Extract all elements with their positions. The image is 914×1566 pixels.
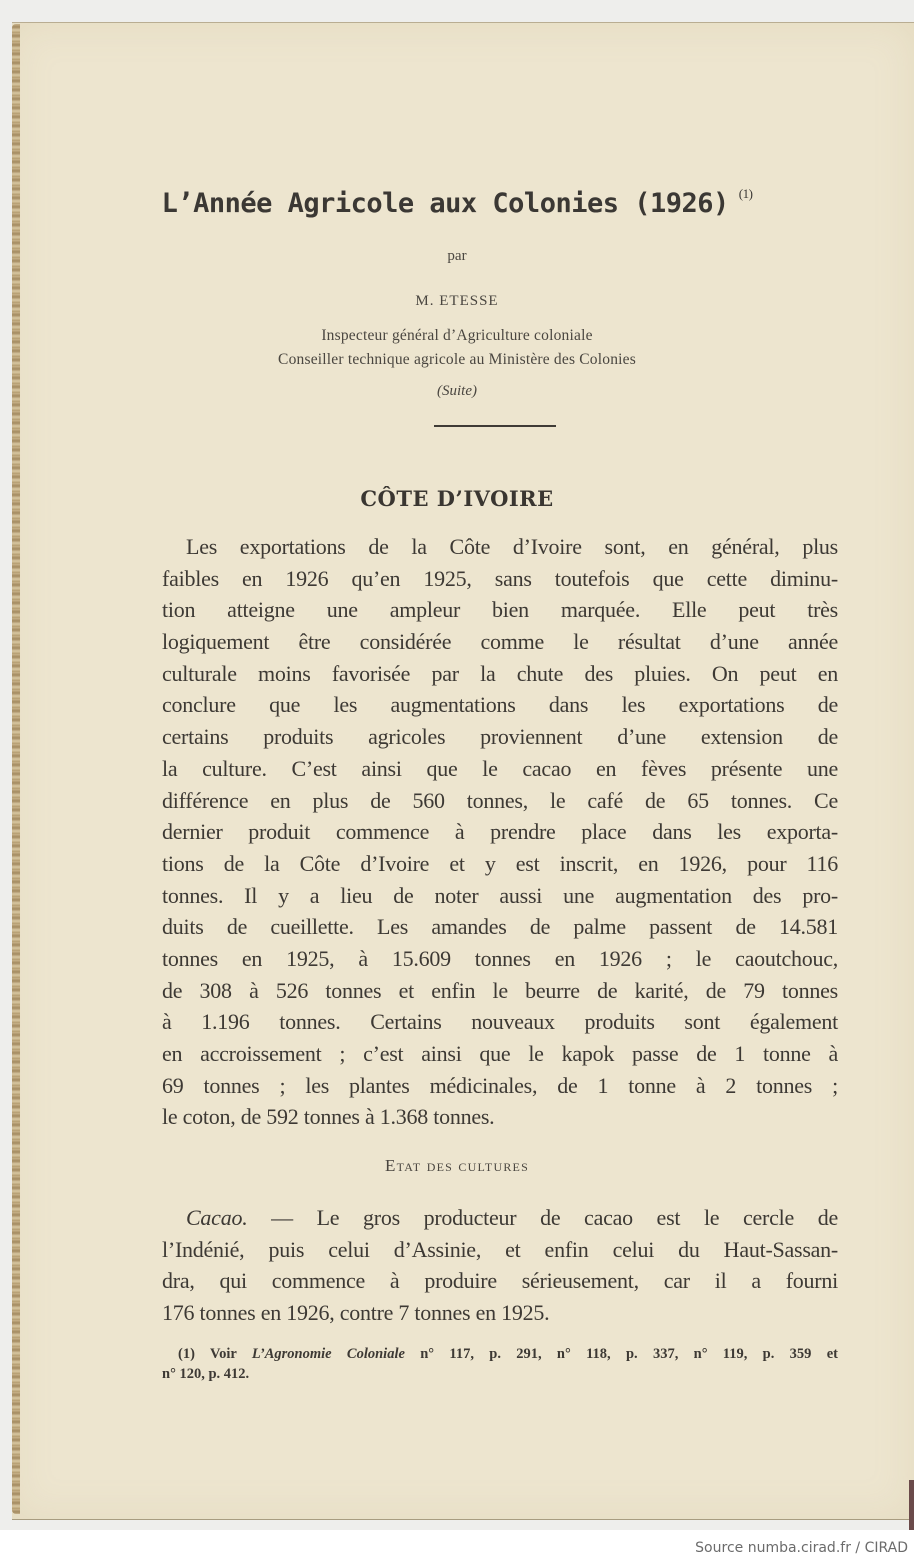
byline-par: par [447,248,467,264]
footnote-refs: n° 117, p. 291, n° 118, p. 337, n° 119, p. 359 et [404,1346,838,1362]
author-name: M. ETESSE [415,293,499,309]
text-line: de 308 à 526 tonnes et enfin le beurre de karité, de 79 tonnes [162,977,838,1003]
divider-rule [434,425,556,427]
text-line: conclure que les augmentations dans les exportations de [162,692,838,718]
text-line: tonnes. Il y a lieu de noter aussi une augmentation des pro- [162,882,838,908]
text-line: différence en plus de 560 tonnes, le café de 65 tonnes. Ce [162,787,838,813]
text-line: faibles en 1926 qu’en 1925, sans toutefois que cette diminu- [162,565,838,591]
text-line: duits de cueillette. Les amandes de palme passent de 14.581 [162,914,838,940]
cacao-lead: Cacao. [186,1205,248,1230]
title-footnote-mark: (1) [738,186,753,201]
continuation-note: (Suite) [437,383,477,399]
text-line: à 1.196 tonnes. Certains nouveaux produits sont également [162,1009,838,1035]
section-heading: CÔTE D’IVOIRE [360,486,554,511]
paragraph-cacao [162,1202,838,1329]
text-line: la culture. C’est ainsi que le cacao en fèves présente une [162,755,838,781]
text-line: 176 tonnes en 1926, contre 7 tonnes en 1925. [162,1300,550,1326]
page-right-edge [909,1480,914,1530]
cacao-line-rest: — Le gros producteur de cacao est le cercle de [247,1205,838,1230]
article-title [0,186,914,219]
text-line: logiquement être considérée comme le résultat d’une année [162,629,838,655]
text-line: certains produits agricoles proviennent d’une extension de [162,724,838,750]
source-caption: Source numba.cirad.fr / CIRAD [695,1540,908,1556]
title-text: L’Année Agricole aux Colonies (1926) [161,188,729,219]
footnote-prefix: (1) Voir [178,1346,252,1362]
footnote-line [162,1344,838,1364]
footnote-line: n° 120, p. 412. [162,1366,250,1382]
text-line: Les exportations de la Côte d’Ivoire sont, en général, plus [186,534,838,559]
author-affiliation-2: Conseiller technique agricole au Ministère des Colonies [278,351,636,368]
text-line: 69 tonnes ; les plantes médicinales, de 1 tonne à 2 tonnes ; [162,1072,838,1098]
text-line: en accroissement ; c’est ainsi que le kapok passe de 1 tonne à [162,1041,838,1066]
author-affiliation-1: Inspecteur général d’Agriculture coloniale [321,327,593,344]
text-line: le coton, de 592 tonnes à 1.368 tonnes. [162,1104,495,1130]
paragraph-exports [162,531,838,1133]
subheading-etat-des-cultures: Etat des cultures [385,1156,529,1175]
text-line: culturale moins favorisée par la chute des pluies. On peut en [162,660,838,686]
text-line: dra, qui commence à produire sérieusement, car il a fourni [162,1268,838,1294]
footnote [162,1344,838,1384]
text-line [162,1202,838,1234]
text-line: tion atteigne une ampleur bien marquée. Elle peut très [162,597,838,623]
text-line: dernier produit commence à prendre place dans les exporta- [162,819,838,845]
text-line: tonnes en 1925, à 15.609 tonnes en 1926 ; le caoutchouc, [162,945,838,971]
footnote-journal: L’Agronomie Coloniale [251,1346,405,1362]
text-line: tions de la Côte d’Ivoire et y est inscrit, en 1926, pour 116 [162,850,838,876]
text-line: l’Indénié, puis celui d’Assinie, et enfin celui du Haut-Sassan- [162,1236,838,1262]
